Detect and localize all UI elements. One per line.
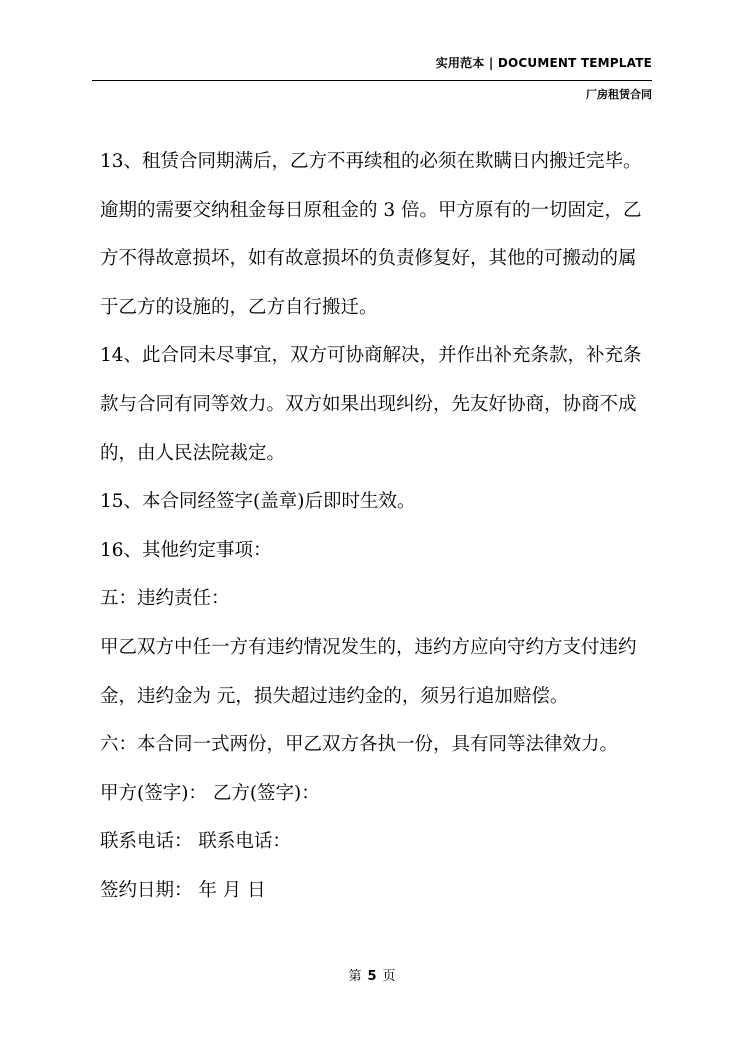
- date-line: 签约日期： 年 月 日: [100, 879, 266, 901]
- body-line: 的，由人民法院裁定。: [100, 442, 286, 464]
- body-line: 金，违约金为 元，损失超过违约金的，须另行追加赔偿。: [100, 685, 569, 707]
- body-line: 甲乙双方中任一方有违约情况发生的，违约方应向守约方支付违约: [100, 636, 637, 658]
- body-line: 13、租赁合同期满后，乙方不再续租的必须在欺瞒日内搬迁完毕。: [100, 151, 642, 172]
- body-line: 于乙方的设施的，乙方自行搬迁。: [100, 296, 378, 318]
- phone-line: 联系电话： 联系电话：: [100, 831, 291, 853]
- body-line: 方不得故意损坏，如有故意损坏的负责修复好，其他的可搬动的属: [100, 248, 637, 270]
- body-line: 款与合同有同等效力。双方如果出现纠纷，先友好协商，协商不成: [100, 393, 637, 415]
- page-prefix: 第: [348, 969, 362, 984]
- header-document-title: 厂房租赁合同: [586, 88, 652, 101]
- signature-line: 甲方(签字)： 乙方(签字)：: [100, 782, 320, 804]
- body-line: 15、本合同经签字(盖章)后即时生效。: [100, 491, 416, 513]
- page-number: 5: [367, 969, 377, 984]
- page-footer: [0, 965, 744, 984]
- body-line: 14、此合同未尽事宜，双方可协商解决，并作出补充条款，补充条: [100, 345, 642, 367]
- body-line: 六：本合同一式两份，甲乙双方各执一份，具有同等法律效力。: [100, 734, 619, 756]
- body-line: 五：违约责任：: [100, 588, 230, 610]
- page-suffix: 页: [382, 969, 396, 984]
- body-line: 16、其他约定事项：: [100, 539, 272, 561]
- body-line: 逾期的需要交纳租金每日原租金的 3 倍。甲方原有的一切固定，乙: [100, 199, 642, 221]
- header-divider: [92, 80, 652, 81]
- contract-body: [100, 138, 660, 916]
- header-template-label: 实用范本 | DOCUMENT TEMPLATE: [435, 56, 652, 70]
